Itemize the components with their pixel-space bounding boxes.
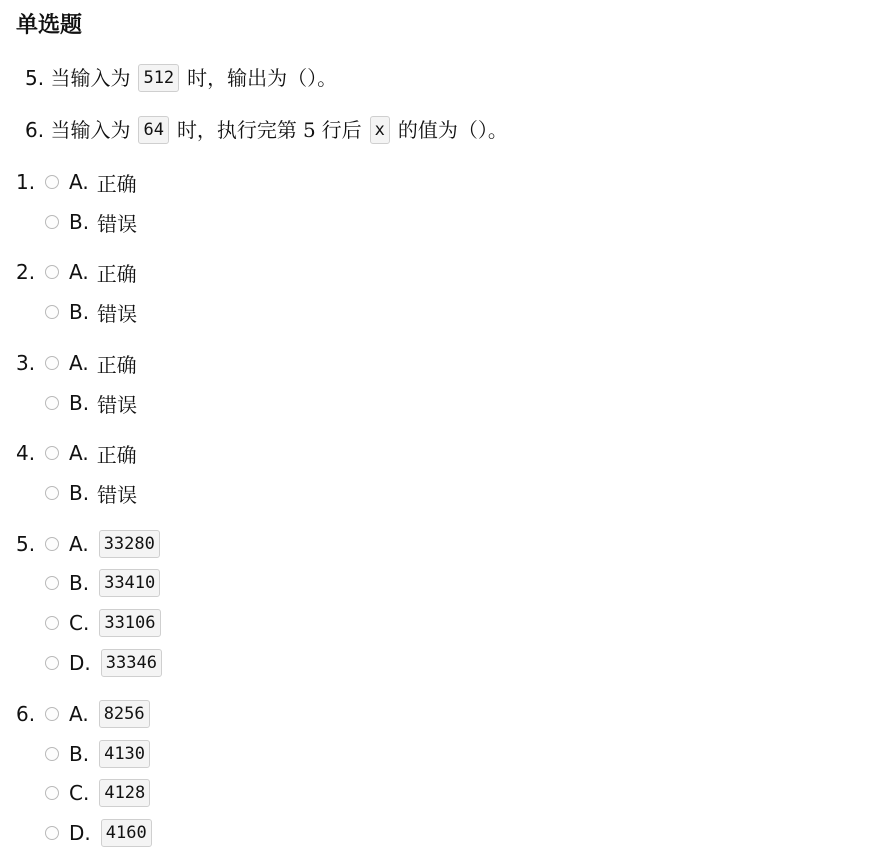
sub-question-text: 时，输出为（）。 xyxy=(187,66,338,90)
question-number: 5. xyxy=(16,532,36,556)
radio-button[interactable] xyxy=(45,747,59,761)
option-letter: B. xyxy=(69,481,90,505)
option-code: 33280 xyxy=(99,530,160,558)
option-row[interactable] xyxy=(16,297,137,327)
radio-button[interactable] xyxy=(45,446,59,460)
option-letter: B. xyxy=(69,300,90,324)
line-number: 5 xyxy=(302,118,316,142)
radio-button[interactable] xyxy=(45,265,59,279)
radio-button[interactable] xyxy=(45,576,59,590)
option-letter: A. xyxy=(69,260,89,284)
option-text: 正确 xyxy=(96,261,137,286)
radio-button[interactable] xyxy=(45,656,59,670)
option-row[interactable] xyxy=(16,778,150,808)
option-row[interactable] xyxy=(16,608,161,638)
radio-button[interactable] xyxy=(45,537,59,551)
option-letter: D. xyxy=(69,821,91,845)
option-letter: C. xyxy=(69,611,90,635)
radio-button[interactable] xyxy=(45,215,59,229)
option-row[interactable] xyxy=(16,348,137,378)
inline-code: 512 xyxy=(138,64,179,92)
option-code: 4128 xyxy=(99,779,150,807)
option-letter: B. xyxy=(69,571,90,595)
option-row[interactable] xyxy=(16,568,160,598)
question-number: 3. xyxy=(16,351,36,375)
option-text: 错误 xyxy=(97,392,138,417)
option-row[interactable] xyxy=(16,478,137,508)
option-text: 错误 xyxy=(97,301,138,326)
option-row[interactable] xyxy=(16,257,137,287)
option-text: 错误 xyxy=(97,211,138,236)
option-letter: A. xyxy=(69,702,89,726)
inline-code: 64 xyxy=(138,116,168,144)
option-text: 错误 xyxy=(97,482,138,507)
option-letter: B. xyxy=(69,210,90,234)
option-code: 8256 xyxy=(99,700,150,728)
option-row[interactable] xyxy=(16,529,160,559)
radio-button[interactable] xyxy=(45,356,59,370)
question-number: 1. xyxy=(16,170,36,194)
option-code: 33106 xyxy=(99,609,160,637)
sub-question-6 xyxy=(25,114,508,146)
option-code: 33346 xyxy=(101,649,162,677)
option-letter: A. xyxy=(69,170,89,194)
option-letter: B. xyxy=(69,742,90,766)
radio-button[interactable] xyxy=(45,707,59,721)
radio-button[interactable] xyxy=(45,786,59,800)
radio-button[interactable] xyxy=(45,175,59,189)
radio-button[interactable] xyxy=(45,305,59,319)
option-letter: A. xyxy=(69,441,89,465)
option-letter: A. xyxy=(69,351,89,375)
option-row[interactable] xyxy=(16,739,150,769)
option-row[interactable] xyxy=(16,699,150,729)
question-number: 6. xyxy=(16,702,36,726)
option-row[interactable] xyxy=(16,818,152,848)
option-letter: D. xyxy=(69,651,91,675)
sub-question-text: 6. 当输入为 xyxy=(25,118,131,142)
option-letter: C. xyxy=(69,781,90,805)
question-number: 2. xyxy=(16,260,36,284)
option-text: 正确 xyxy=(96,352,137,377)
option-row[interactable] xyxy=(16,167,137,197)
option-row[interactable] xyxy=(16,388,137,418)
option-code: 4130 xyxy=(99,740,150,768)
question-number: 4. xyxy=(16,441,36,465)
radio-button[interactable] xyxy=(45,486,59,500)
option-row[interactable] xyxy=(16,207,137,237)
option-letter: B. xyxy=(69,391,90,415)
option-code: 33410 xyxy=(99,569,160,597)
sub-question-text: 行后 xyxy=(321,118,362,142)
option-letter: A. xyxy=(69,532,89,556)
option-row[interactable] xyxy=(16,438,137,468)
section-heading: 单选题 xyxy=(16,13,83,38)
sub-question-5 xyxy=(25,62,337,94)
option-code: 4160 xyxy=(101,819,152,847)
sub-question-text: 5. 当输入为 xyxy=(25,66,131,90)
option-row[interactable] xyxy=(16,648,162,678)
radio-button[interactable] xyxy=(45,826,59,840)
sub-question-text: 的值为（）。 xyxy=(397,118,508,142)
radio-button[interactable] xyxy=(45,616,59,630)
radio-button[interactable] xyxy=(45,396,59,410)
inline-code: x xyxy=(370,116,390,144)
sub-question-text: 时，执行完第 xyxy=(176,118,297,142)
option-text: 正确 xyxy=(96,171,137,196)
option-text: 正确 xyxy=(96,442,137,467)
